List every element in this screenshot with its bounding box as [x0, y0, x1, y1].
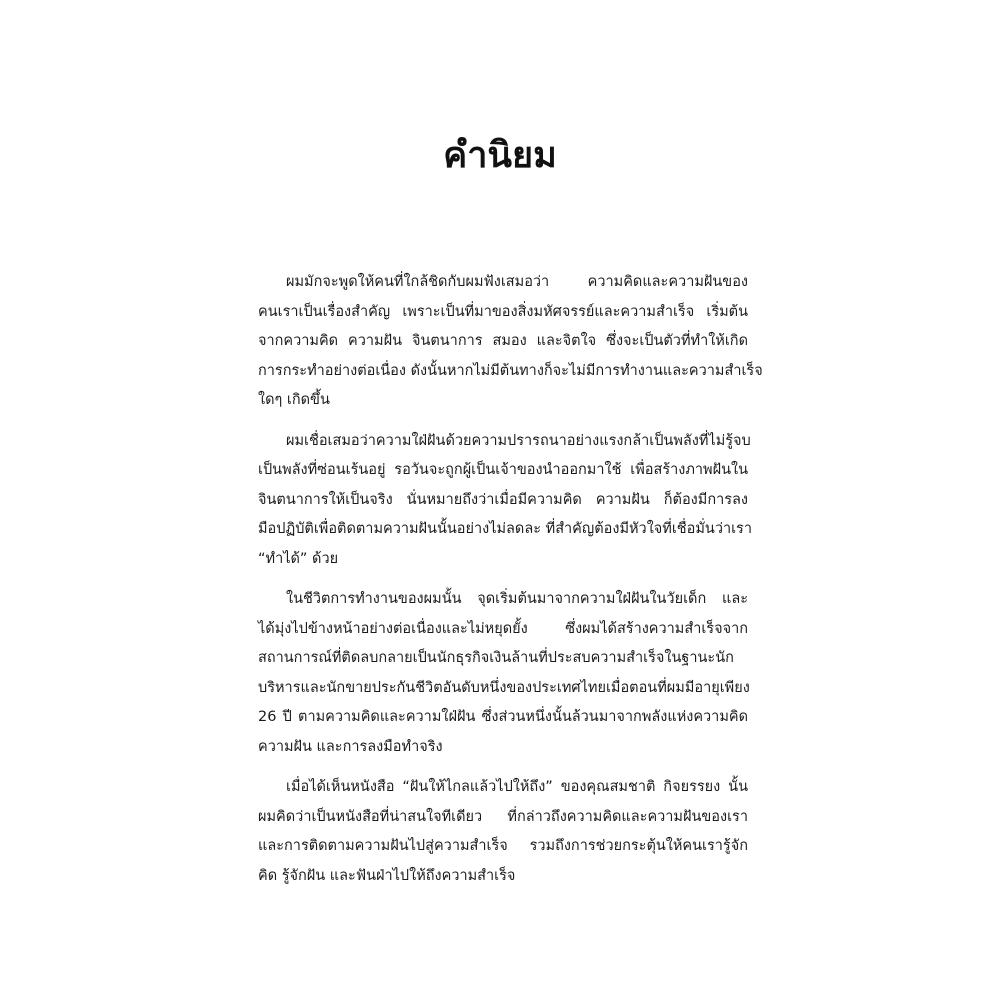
text-line: เมื่อได้เห็นหนังสือ “ฝันให้ไกลแล้วไปให้ถึง” ของคุณสมชาติ กิจยรรยง นั้น [286, 779, 748, 795]
text-line: ได้มุ่งไปข้างหน้าอย่างต่อเนื่องและไม่หยุดยั้ง ซึ่งผมได้สร้างความสำเร็จจาก [258, 620, 748, 637]
page-title: คำนิยม [443, 135, 557, 176]
paragraph-1 [258, 268, 763, 416]
paragraph-3 [258, 585, 748, 762]
text-line: ใดๆ เกิดขึ้น [258, 392, 330, 408]
text-line: และการติดตามความฝันไปสู่ความสำเร็จ รวมถึงการช่วยกระตุ้นให้คนเรารู้จัก [258, 838, 748, 854]
text-line: บริหารและนักขายประกันชีวิตอันดับหนึ่งของประเทศไทยเมื่อตอนที่ผมมีอายุเพียง [258, 679, 750, 696]
text-line: จากความคิด ความฝัน จินตนาการ สมอง และจิตใจ ซึ่งจะเป็นตัวที่ทำให้เกิด [258, 333, 748, 349]
text-line: ในชีวิตการทำงานของผมนั้น จุดเริ่มต้นมาจากความใฝ่ฝันในวัยเด็ก และ [286, 591, 748, 607]
text-line: 26 ปี ตามความคิดและความใฝ่ฝัน ซึ่งส่วนหนึ่งนั้นล้วนมาจากพลังแห่งความคิด [258, 709, 748, 725]
text-line: ผมมักจะพูดให้คนที่ใกล้ชิดกับผมฟังเสมอว่า ความคิดและความฝันของ [286, 274, 748, 290]
paragraph-4 [258, 773, 748, 891]
text-line: การกระทำอย่างต่อเนื่อง ดังนั้นหากไม่มีต้นทางก็จะไม่มีการทำงานและความสำเร็จ [258, 362, 763, 379]
text-line: คนเราเป็นเรื่องสำคัญ เพราะเป็นที่มาของสิ่งมหัศจรรย์และความสำเร็จ เริ่มต้น [258, 303, 748, 320]
paragraph-2 [258, 427, 752, 575]
text-line: “ทำได้” ด้วย [258, 550, 339, 567]
text-line: มือปฏิบัติเพื่อติดตามความฝันนั้นอย่างไม่ลดละ ที่สำคัญต้องมีหัวใจที่เชื่อมั่นว่าเรา [258, 521, 752, 537]
text-line: คิด รู้จักฝัน และฟันฝ่าไปให้ถึงความสำเร็จ [258, 867, 516, 884]
text-line: ความฝัน และการลงมือทำจริง [258, 738, 443, 755]
text-line: สถานการณ์ที่ติดลบกลายเป็นนักธุรกิจเงินล้านที่ประสบความสำเร็จในฐานะนัก [258, 650, 734, 666]
text-line: ผมคิดว่าเป็นหนังสือที่น่าสนใจทีเดียว ที่กล่าวถึงความคิดและความฝันของเรา [258, 808, 748, 825]
text-line: ผมเชื่อเสมอว่าความใฝ่ฝันด้วยความปรารถนาอย่างแรงกล้าเป็นพลังที่ไม่รู้จบ [286, 432, 751, 449]
body-text [258, 268, 763, 902]
text-line: เป็นพลังที่ซ่อนเร้นอยู่ รอวันจะถูกผู้เป็นเจ้าของนำออกมาใช้ เพื่อสร้างภาพฝันใน [258, 462, 748, 478]
text-line: จินตนาการให้เป็นจริง นั่นหมายถึงว่าเมื่อมีความคิด ความฝัน ก็ต้องมีการลง [258, 491, 748, 508]
